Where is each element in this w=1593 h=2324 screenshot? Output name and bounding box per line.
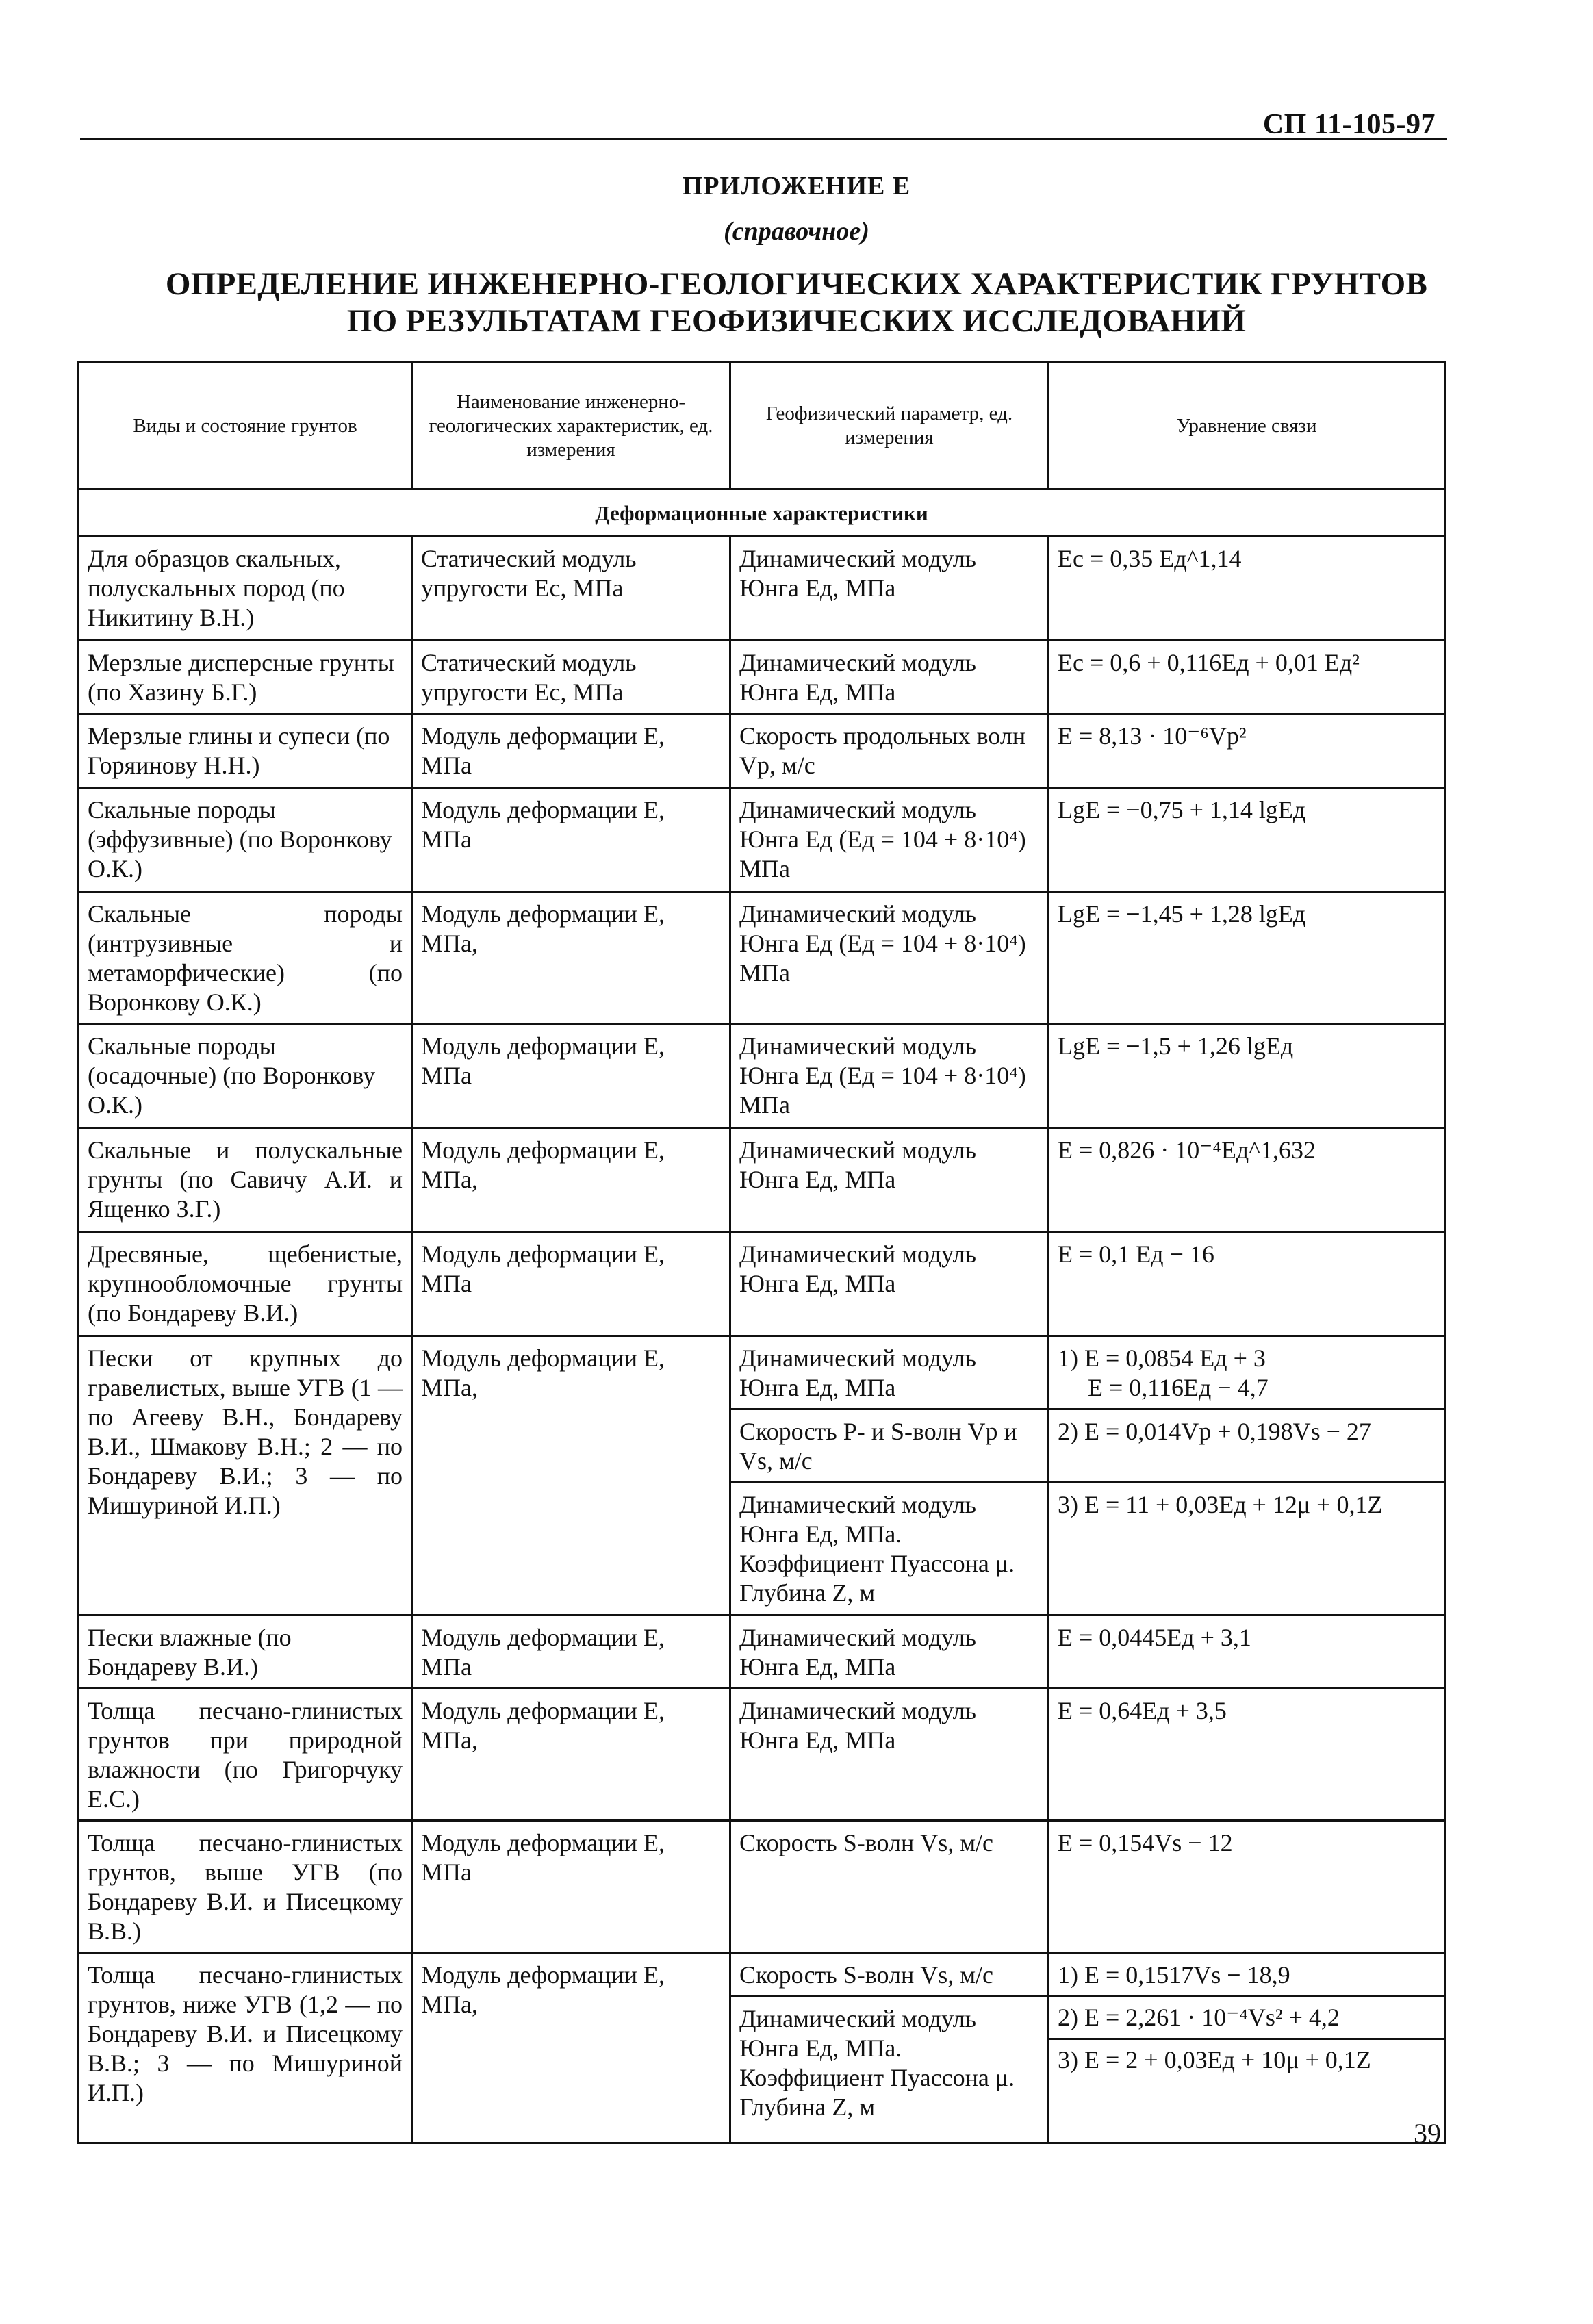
soil-cell: Мерзлые дисперсные грунты (по Хазину Б.Г.) [79,641,412,714]
appendix-subtitle: (справочное) [724,217,869,246]
header-equation: Уравнение связи [1049,363,1445,489]
parameter-cell: Динамический модуль Юнга Ед, МПа [730,537,1049,641]
parameter-cell: Динамический модуль Юнга Ед, МПа [730,1232,1049,1336]
equation-cell: Ес = 0,35 Ед^1,14 [1049,537,1445,641]
table-row [79,1616,1445,1689]
table-row [79,1689,1445,1821]
soil-cell: Толща песчано-глинистых грунтов, выше УГВ (по Бондареву В.И. и Писецкому В.В.) [79,1821,412,1953]
header-rule [80,138,1447,140]
soil-cell: Скальные породы (интрузивные и метаморфические) (по Воронкову О.К.) [79,892,412,1024]
page-number: 39 [1414,2118,1441,2149]
appendix-title: ПРИЛОЖЕНИЕ Е [682,172,911,201]
table-row [79,1336,1445,1409]
equation-cell: Е = 0,154Vs − 12 [1049,1821,1445,1953]
soil-cell: Толща песчано-глинистых грунтов при природной влажности (по Григорчуку Е.С.) [79,1689,412,1821]
parameter-cell: Скорость продольных волн Vp, м/с [730,714,1049,788]
equation-cell: 1) Е = 0,1517Vs − 18,9 [1049,1953,1445,1997]
table-header-row [79,363,1445,489]
parameter-cell: Динамический модуль Юнга Ед (Ед = 104 + 8·10⁴) МПа [730,1024,1049,1128]
parameter-cell: Динамический модуль Юнга Ед (Ед = 104 + 8·10⁴) МПа [730,788,1049,892]
table-row [79,788,1445,892]
parameter-cell: Динамический модуль Юнга Ед, МПа [730,1616,1049,1689]
parameter-cell: Скорость Р- и S-волн Vp и Vs, м/с [730,1409,1049,1483]
soil-cell: Дресвяные, щебенистые, крупнообломочные грунты (по Бондареву В.И.) [79,1232,412,1336]
header-soil-type: Виды и состояние грунтов [79,363,412,489]
characteristic-cell: Модуль деформации Е, МПа [412,1232,730,1336]
header-characteristic: Наименование инженерно-геологических характеристик, ед. измерения [412,363,730,489]
characteristic-cell: Модуль деформации Е, МПа, [412,1953,730,2143]
soil-cell: Скальные и полускальные грунты (по Савичу А.И. и Ященко З.Г.) [79,1128,412,1232]
soil-cell: Для образцов скальных, полускальных пород (по Никитину В.Н.) [79,537,412,641]
parameter-cell: Динамический модуль Юнга Ед, МПа [730,1128,1049,1232]
table-row [79,1024,1445,1128]
characteristic-cell: Модуль деформации Е, МПа, [412,1128,730,1232]
equation-cell [1049,1997,1445,2143]
equation-line: 2) Е = 2,261 · 10⁻⁴Vs² + 4,2 [1049,1997,1444,2040]
page-title-line-1: ОПРЕДЕЛЕНИЕ ИНЖЕНЕРНО-ГЕОЛОГИЧЕСКИХ ХАРАКТЕРИСТИК ГРУНТОВ [165,266,1428,302]
equation-line: 3) Е = 2 + 0,03Ед + 10μ + 0,1Z [1058,2046,1371,2073]
table-row [79,1232,1445,1336]
table-row [79,537,1445,641]
header-geophysical-parameter: Геофизический параметр, ед. измерения [730,363,1049,489]
parameter-cell: Динамический модуль Юнга Ед, МПа. Коэффициент Пуассона μ. Глубина Z, м [730,1483,1049,1616]
table-row [79,1128,1445,1232]
page-title-line-2: ПО РЕЗУЛЬТАТАМ ГЕОФИЗИЧЕСКИХ ИССЛЕДОВАНИЙ [346,303,1247,339]
soil-cell: Скальные породы (осадочные) (по Воронкову О.К.) [79,1024,412,1128]
characteristic-cell: Модуль деформации Е, МПа [412,1821,730,1953]
table-row [79,892,1445,1024]
equation-line: 1) Е = 0,0854 Ед + 3 [1058,1344,1266,1372]
soil-cell: Пески влажные (по Бондареву В.И.) [79,1616,412,1689]
equation-cell: LgЕ = −1,5 + 1,26 lgЕд [1049,1024,1445,1128]
characteristic-cell: Модуль деформации Е, МПа [412,1616,730,1689]
equation-line: Е = 0,116Ед − 4,7 [1088,1374,1269,1401]
soil-cell: Толща песчано-глинистых грунтов, ниже УГВ (1,2 — по Бондареву В.И. и Писецкому В.В.; 3 — по Мишуриной И.П.) [79,1953,412,2143]
soil-cell: Скальные породы (эффузивные) (по Воронкову О.К.) [79,788,412,892]
parameter-cell: Динамический модуль Юнга Ед (Ед = 104 + 8·10⁴) МПа [730,892,1049,1024]
characteristic-cell: Модуль деформации Е, МПа [412,714,730,788]
section-title: Деформационные характеристики [79,489,1445,537]
table-row [79,641,1445,714]
equation-cell: LgЕ = −1,45 + 1,28 lgЕд [1049,892,1445,1024]
characteristic-cell: Модуль деформации Е, МПа [412,1024,730,1128]
equation-cell: Е = 8,13 · 10⁻⁶Vp² [1049,714,1445,788]
characteristic-cell: Модуль деформации Е, МПа, [412,1336,730,1616]
parameter-cell: Динамический модуль Юнга Ед, МПа [730,641,1049,714]
characteristic-cell: Статический модуль упругости Ес, МПа [412,641,730,714]
parameter-cell: Динамический модуль Юнга Ед, МПа. Коэффициент Пуассона μ. Глубина Z, м [730,1997,1049,2143]
characteristic-cell: Модуль деформации Е, МПа, [412,892,730,1024]
equation-cell: Ес = 0,6 + 0,116Ед + 0,01 Ед² [1049,641,1445,714]
parameter-cell: Динамический модуль Юнга Ед, МПа [730,1336,1049,1409]
parameter-cell: Скорость S-волн Vs, м/с [730,1821,1049,1953]
characteristic-cell: Статический модуль упругости Ес, МПа [412,537,730,641]
table-row [79,1821,1445,1953]
characteristics-table [77,361,1446,2144]
equation-cell: 3) Е = 11 + 0,03Ед + 12μ + 0,1Z [1049,1483,1445,1616]
table-row [79,1953,1445,1997]
table-row [79,714,1445,788]
document-code: СП 11-105-97 [1262,109,1436,140]
equation-cell: Е = 0,64Ед + 3,5 [1049,1689,1445,1821]
soil-cell: Пески от крупных до гравелистых, выше УГВ (1 — по Агееву В.Н., Бондареву В.И., Шмакову В.Н.; 2 — по Бондареву В.И.; 3 — по Мишуриной И.П.) [79,1336,412,1616]
parameter-cell: Динамический модуль Юнга Ед, МПа [730,1689,1049,1821]
soil-cell: Мерзлые глины и супеси (по Горяинову Н.Н.) [79,714,412,788]
equation-cell: Е = 0,826 · 10⁻⁴Ед^1,632 [1049,1128,1445,1232]
characteristic-cell: Модуль деформации Е, МПа, [412,1689,730,1821]
page-title [0,266,1593,340]
equation-cell: 2) Е = 0,014Vp + 0,198Vs − 27 [1049,1409,1445,1483]
equation-cell: Е = 0,1 Ед − 16 [1049,1232,1445,1336]
equation-cell: LgЕ = −0,75 + 1,14 lgЕд [1049,788,1445,892]
equation-cell: Е = 0,0445Ед + 3,1 [1049,1616,1445,1689]
parameter-cell: Скорость S-волн Vs, м/с [730,1953,1049,1997]
equation-cell [1049,1336,1445,1409]
section-row [79,489,1445,537]
characteristic-cell: Модуль деформации Е, МПа [412,788,730,892]
